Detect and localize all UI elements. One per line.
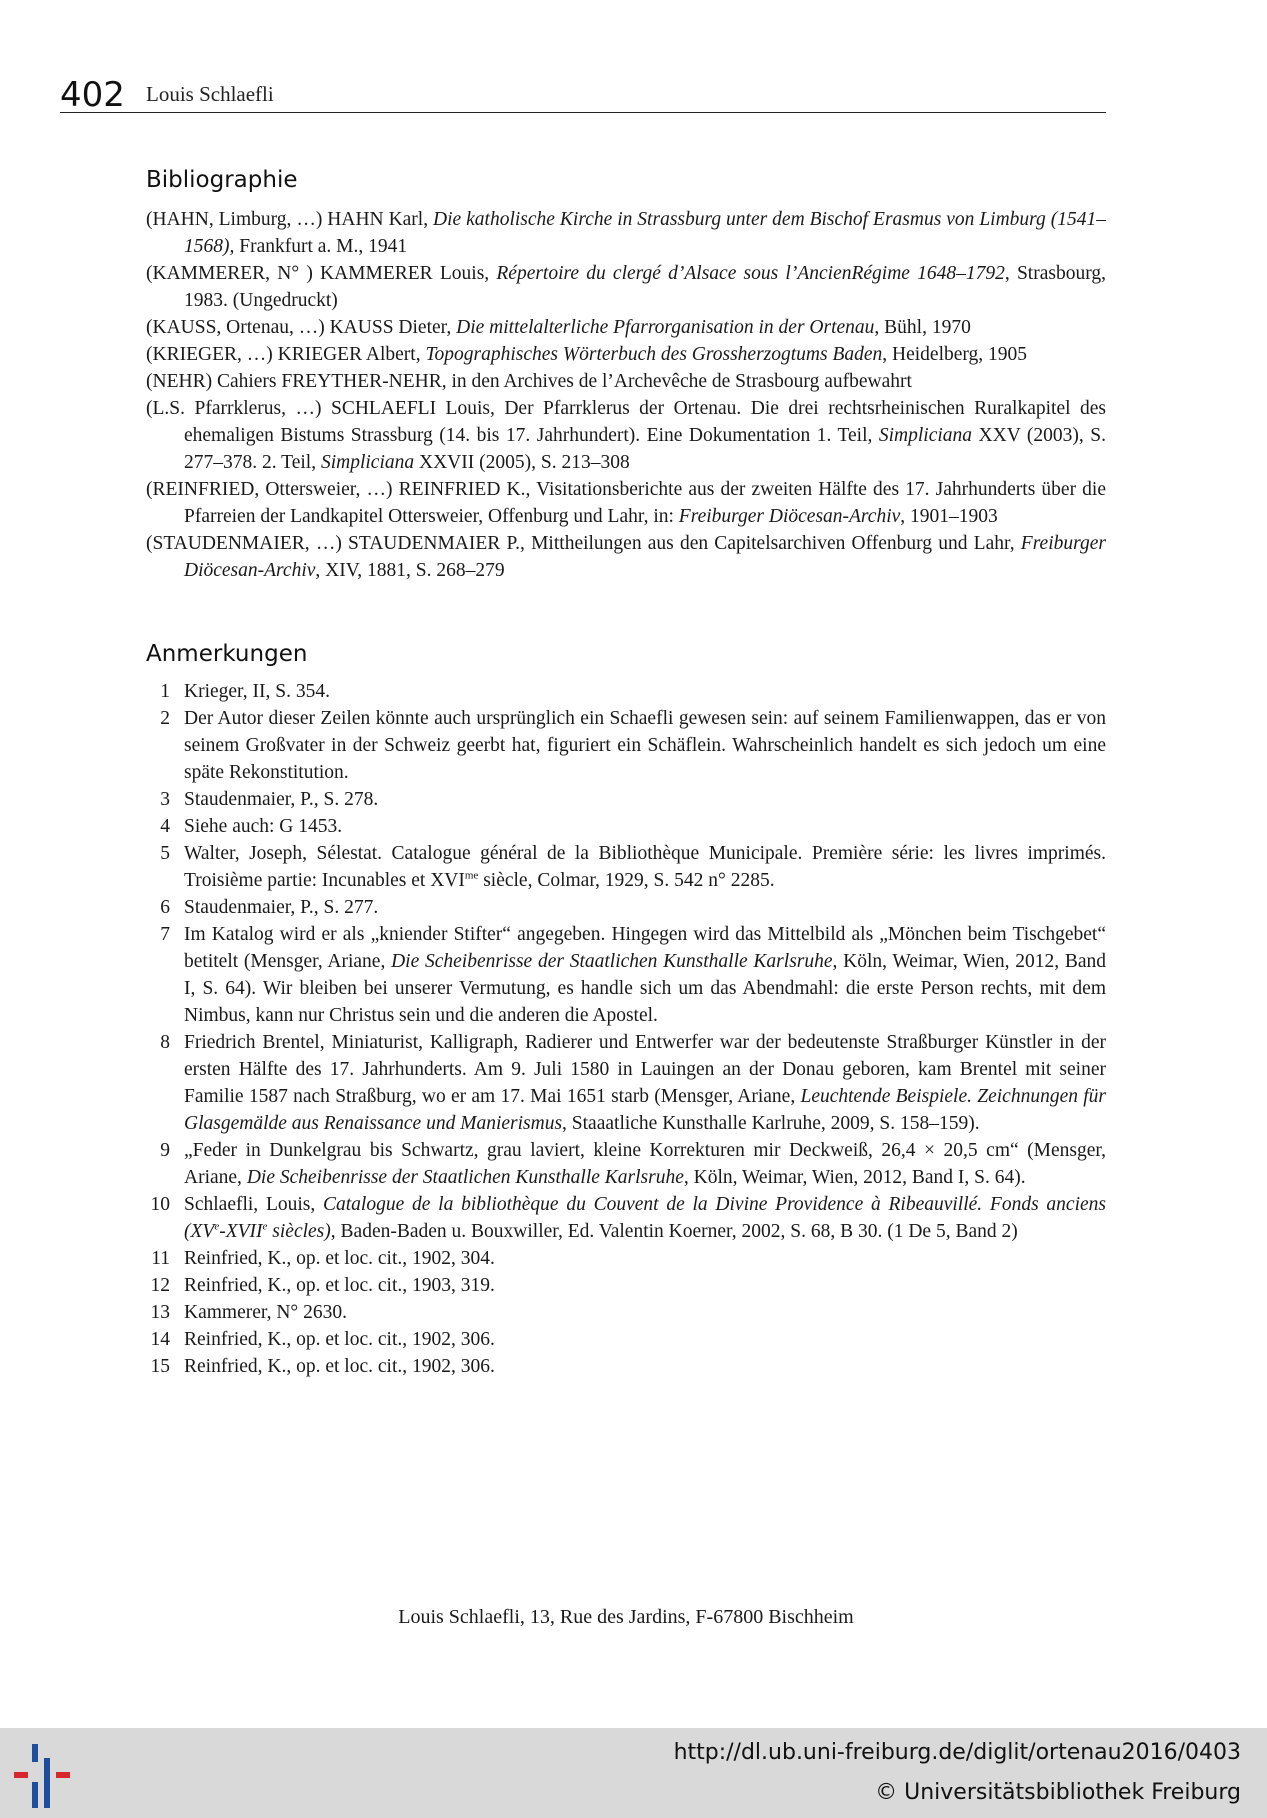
note-text: Krieger, II, S. 354. bbox=[184, 681, 330, 702]
note-number: 6 bbox=[160, 897, 170, 918]
note-item bbox=[146, 705, 1106, 786]
main-content bbox=[146, 162, 1106, 1380]
bibliography-entry: (KAMMERER, N° ) KAMMERER Louis, Répertoire du clergé d’Alsace sous l’AncienRégime 1648–1792, Strasbourg, 1983. (Ungedruckt) bbox=[146, 263, 1106, 311]
note-text: Reinfried, K., op. et loc. cit., 1902, 306. bbox=[184, 1356, 495, 1377]
note-text: Reinfried, K., op. et loc. cit., 1902, 304. bbox=[184, 1248, 495, 1269]
note-text: Im Katalog wird er als „kniender Stifter“ angegeben. Hingegen wird das Mittelbild als „Mönchen beim Tischgebet“ betitelt (Mensger, Ariane, Die Scheibenrisse der Staatlichen Kunsthalle Karlsruhe, Köln, Weimar, Wien, 2012, Band I, S. 64). Wir bleiben bei unserer Vermutung, es handle sich um das Abendmahl: die erste Person rechts, mit dem Nimbus, kann nur Christus sein und die anderen die Apostel. bbox=[184, 924, 1107, 1026]
note-item bbox=[146, 1245, 1106, 1272]
bibliography-entry: (KAUSS, Ortenau, …) KAUSS Dieter, Die mittelalterliche Pfarrorganisation in der Ortenau, Bühl, 1970 bbox=[146, 317, 971, 338]
note-text: Reinfried, K., op. et loc. cit., 1903, 319. bbox=[184, 1275, 495, 1296]
note-item bbox=[146, 840, 1106, 894]
note-item bbox=[146, 1137, 1106, 1191]
note-item bbox=[146, 894, 1106, 921]
bibliography-heading: Bibliographie bbox=[146, 167, 298, 193]
note-item bbox=[146, 1272, 1106, 1299]
note-number: 2 bbox=[160, 708, 170, 729]
note-item bbox=[146, 1299, 1106, 1326]
note-item bbox=[146, 1326, 1106, 1353]
page-number: 402 bbox=[60, 75, 125, 115]
note-text: Staudenmaier, P., S. 277. bbox=[184, 897, 379, 918]
note-number: 15 bbox=[150, 1356, 170, 1377]
note-text: Kammerer, N° 2630. bbox=[184, 1302, 347, 1323]
note-number: 12 bbox=[150, 1275, 170, 1296]
note-text: Walter, Joseph, Sélestat. Catalogue général de la Bibliothèque Municipale. Première série: les livres imprimés. Troisième partie: Incunables et $XVI^{me}$ siècle, Colmar, 1929, S. 542 n° 2285. bbox=[184, 843, 1106, 891]
author-address: Louis Schlaefli, 13, Rue des Jardins, F-67800 Bischheim bbox=[398, 1606, 854, 1628]
bibliography-entry: (NEHR) Cahiers FREYTHER-NEHR, in den Archives de l’Archevêche de Strasbourg aufbewahrt bbox=[146, 371, 912, 392]
note-item bbox=[146, 1029, 1106, 1137]
footer-url[interactable]: http://dl.ub.uni-freiburg.de/diglit/ortenau2016/0403 bbox=[673, 1740, 1241, 1765]
note-number: 11 bbox=[151, 1248, 170, 1269]
note-text: Schlaefli, Louis, Catalogue de la bibliothèque du Couvent de la Divine Providence à Ribeauvillé. Fonds anciens (XVe-XVIIe siècles), Baden-Baden u. Bouxwiller, Ed. Valentin Koerner, 2002, S. 68, B 30. (1 De 5, Band 2) bbox=[184, 1194, 1106, 1242]
note-text: Siehe auch: G 1453. bbox=[184, 816, 343, 837]
note-item bbox=[146, 1191, 1106, 1245]
running-head: Louis Schlaefli bbox=[146, 82, 274, 106]
note-item bbox=[146, 813, 1106, 840]
note-number: 7 bbox=[160, 924, 170, 945]
note-text: Staudenmaier, P., S. 278. bbox=[184, 789, 379, 810]
note-number: 14 bbox=[150, 1329, 170, 1350]
bibliography-entry: (HAHN, Limburg, …) HAHN Karl, Die katholische Kirche in Strassburg unter dem Bischof Erasmus von Limburg (1541–1568), Frankfurt a. M., 1941 bbox=[146, 209, 1106, 257]
footer-copyright: © Universitätsbibliothek Freiburg bbox=[875, 1780, 1241, 1805]
note-item bbox=[146, 678, 1106, 705]
note-item bbox=[146, 1353, 1106, 1380]
footer-bar bbox=[0, 1728, 1267, 1818]
note-text: Friedrich Brentel, Miniaturist, Kalligraph, Radierer und Entwerfer war der bedeutenste Straßburger Künstler in der ersten Hälfte des 17. Jahrhunderts. Am 9. Juli 1580 in Lauingen an der Donau geboren, kam Brentel mit seiner Familie 1587 nach Straßburg, wo er am 17. Mai 1651 starb (Mensger, Ariane, Leuchtende Beispiele. Zeichnungen für Glasgemälde aus Renaissance und Manierismus, Staaatliche Kunsthalle Karlruhe, 2009, S. 158–159). bbox=[184, 1032, 1107, 1134]
note-number: 4 bbox=[160, 816, 170, 837]
note-number: 10 bbox=[150, 1194, 170, 1215]
note-item bbox=[146, 786, 1106, 813]
notes-heading: Anmerkungen bbox=[146, 641, 308, 667]
note-number: 13 bbox=[150, 1302, 170, 1323]
note-text: „Feder in Dunkelgrau bis Schwartz, grau laviert, kleine Korrekturen mir Deckweiß, 26,4 × 20,5 cm“ (Mensger, Ariane, Die Scheibenrisse der Staatlichen Kunsthalle Karlsruhe, Köln, Weimar, Wien, 2012, Band I, S. 64). bbox=[184, 1140, 1106, 1188]
note-item bbox=[146, 921, 1106, 1029]
notes-list bbox=[146, 678, 1106, 1380]
bibliography-entry: (KRIEGER, …) KRIEGER Albert, Topographisches Wörterbuch des Grossherzogtums Baden, Heidelberg, 1905 bbox=[146, 344, 1028, 365]
bibliography-entry: (STAUDENMAIER, …) STAUDENMAIER P., Mittheilungen aus den Capitelsarchiven Offenburg und Lahr, Freiburger Diöcesan-Archiv, XIV, 1881, S. 268–279 bbox=[146, 533, 1106, 581]
note-number: 8 bbox=[160, 1032, 170, 1053]
note-text: Der Autor dieser Zeilen könnte auch ursprünglich ein Schaefli gewesen sein: auf seinem Familienwappen, das er von seinem Großvater in der Schweiz geerbt hat, figuriert ein Schäflein. Wahrscheinlich handelt es sich jedoch um eine späte Rekonstitution. bbox=[184, 708, 1106, 783]
note-number: 1 bbox=[160, 681, 170, 702]
page-header bbox=[60, 75, 1106, 115]
ub-freiburg-logo-icon bbox=[14, 1744, 78, 1808]
note-text: Reinfried, K., op. et loc. cit., 1902, 306. bbox=[184, 1329, 495, 1350]
note-number: 3 bbox=[160, 789, 170, 810]
bibliography-entry: (REINFRIED, Ottersweier, …) REINFRIED K., Visitationsberichte aus der zweiten Hälfte des 17. Jahrhunderts über die Pfarreien der Landkapitel Ottersweier, Offenburg und Lahr, in: Freiburger Diöcesan-Archiv, 1901–1903 bbox=[146, 479, 1106, 527]
bibliography-list bbox=[146, 206, 1106, 584]
note-number: 5 bbox=[160, 843, 170, 864]
note-number: 9 bbox=[160, 1140, 170, 1161]
bibliography-entry: (L.S. Pfarrklerus, …) SCHLAEFLI Louis, Der Pfarrklerus der Ortenau. Die drei rechtsrheinischen Ruralkapitel des ehemaligen Bistums Strassburg (14. bis 17. Jahrhundert). Eine Dokumentation 1. Teil, Simpliciana XXV (2003), S. 277–378. 2. Teil, Simpliciana XXVII (2005), S. 213–308 bbox=[146, 398, 1107, 473]
